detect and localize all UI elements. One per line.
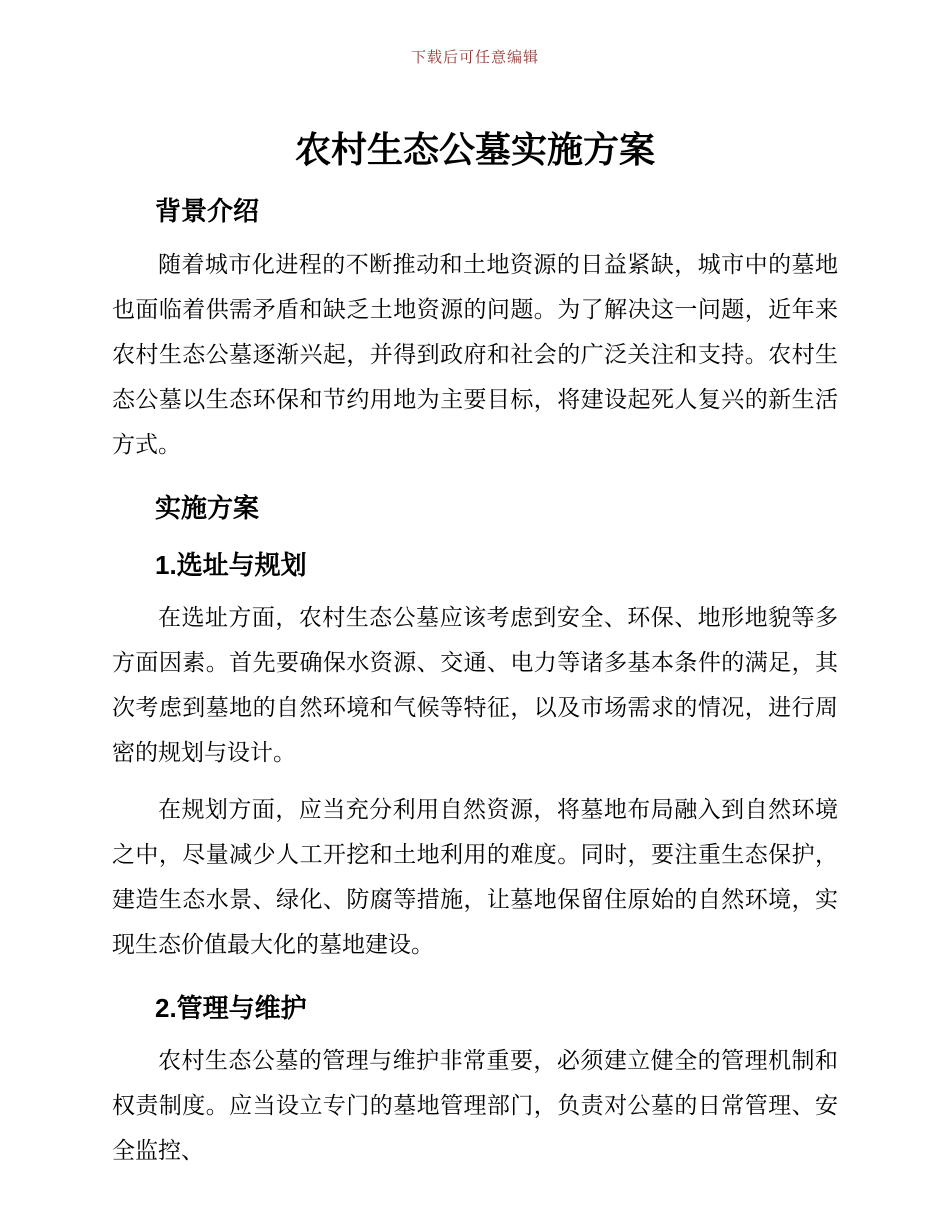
body-paragraph: 在规划方面，应当充分利用自然资源，将墓地布局融入到自然环境之中，尽量减少人工开挖和土地利用的难度。同时，要注重生态保护，建造生态水景、绿化、防腐等措施，让墓地保留住原始的自然环境，实现生态价值最大化的墓地建设。 (112, 795, 838, 957)
section-heading: 2.管理与维护 (155, 992, 307, 1023)
body-paragraph: 在选址方面，农村生态公墓应该考虑到安全、环保、地形地貌等多方面因素。首先要确保水资源、交通、电力等诸多基本条件的满足，其次考虑到墓地的自然环境和气候等特征，以及市场需求的情况，进行周密的规划与设计。 (112, 603, 838, 765)
document-title: 农村生态公墓实施方案 (294, 129, 655, 170)
section-heading: 1.选址与规划 (155, 549, 307, 580)
body-paragraph: 随着城市化进程的不断推动和土地资源的日益紧缺，城市中的墓地也面临着供需矛盾和缺乏土地资源的问题。为了解决这一问题，近年来农村生态公墓逐渐兴起，并得到政府和社会的广泛关注和支持。农村生态公墓以生态环保和节约用地为主要目标，将建设起死人复兴的新生活方式。 (112, 250, 838, 457)
watermark-text: 下载后可任意编辑 (410, 50, 539, 66)
section-heading: 实施方案 (155, 492, 260, 523)
document-body (112, 196, 838, 1173)
section-heading: 背景介绍 (155, 196, 260, 227)
body-paragraph: 农村生态公墓的管理与维护非常重要，必须建立健全的管理机制和权责制度。应当设立专门的墓地管理部门，负责对公墓的日常管理、安全监控、 (112, 1047, 838, 1164)
